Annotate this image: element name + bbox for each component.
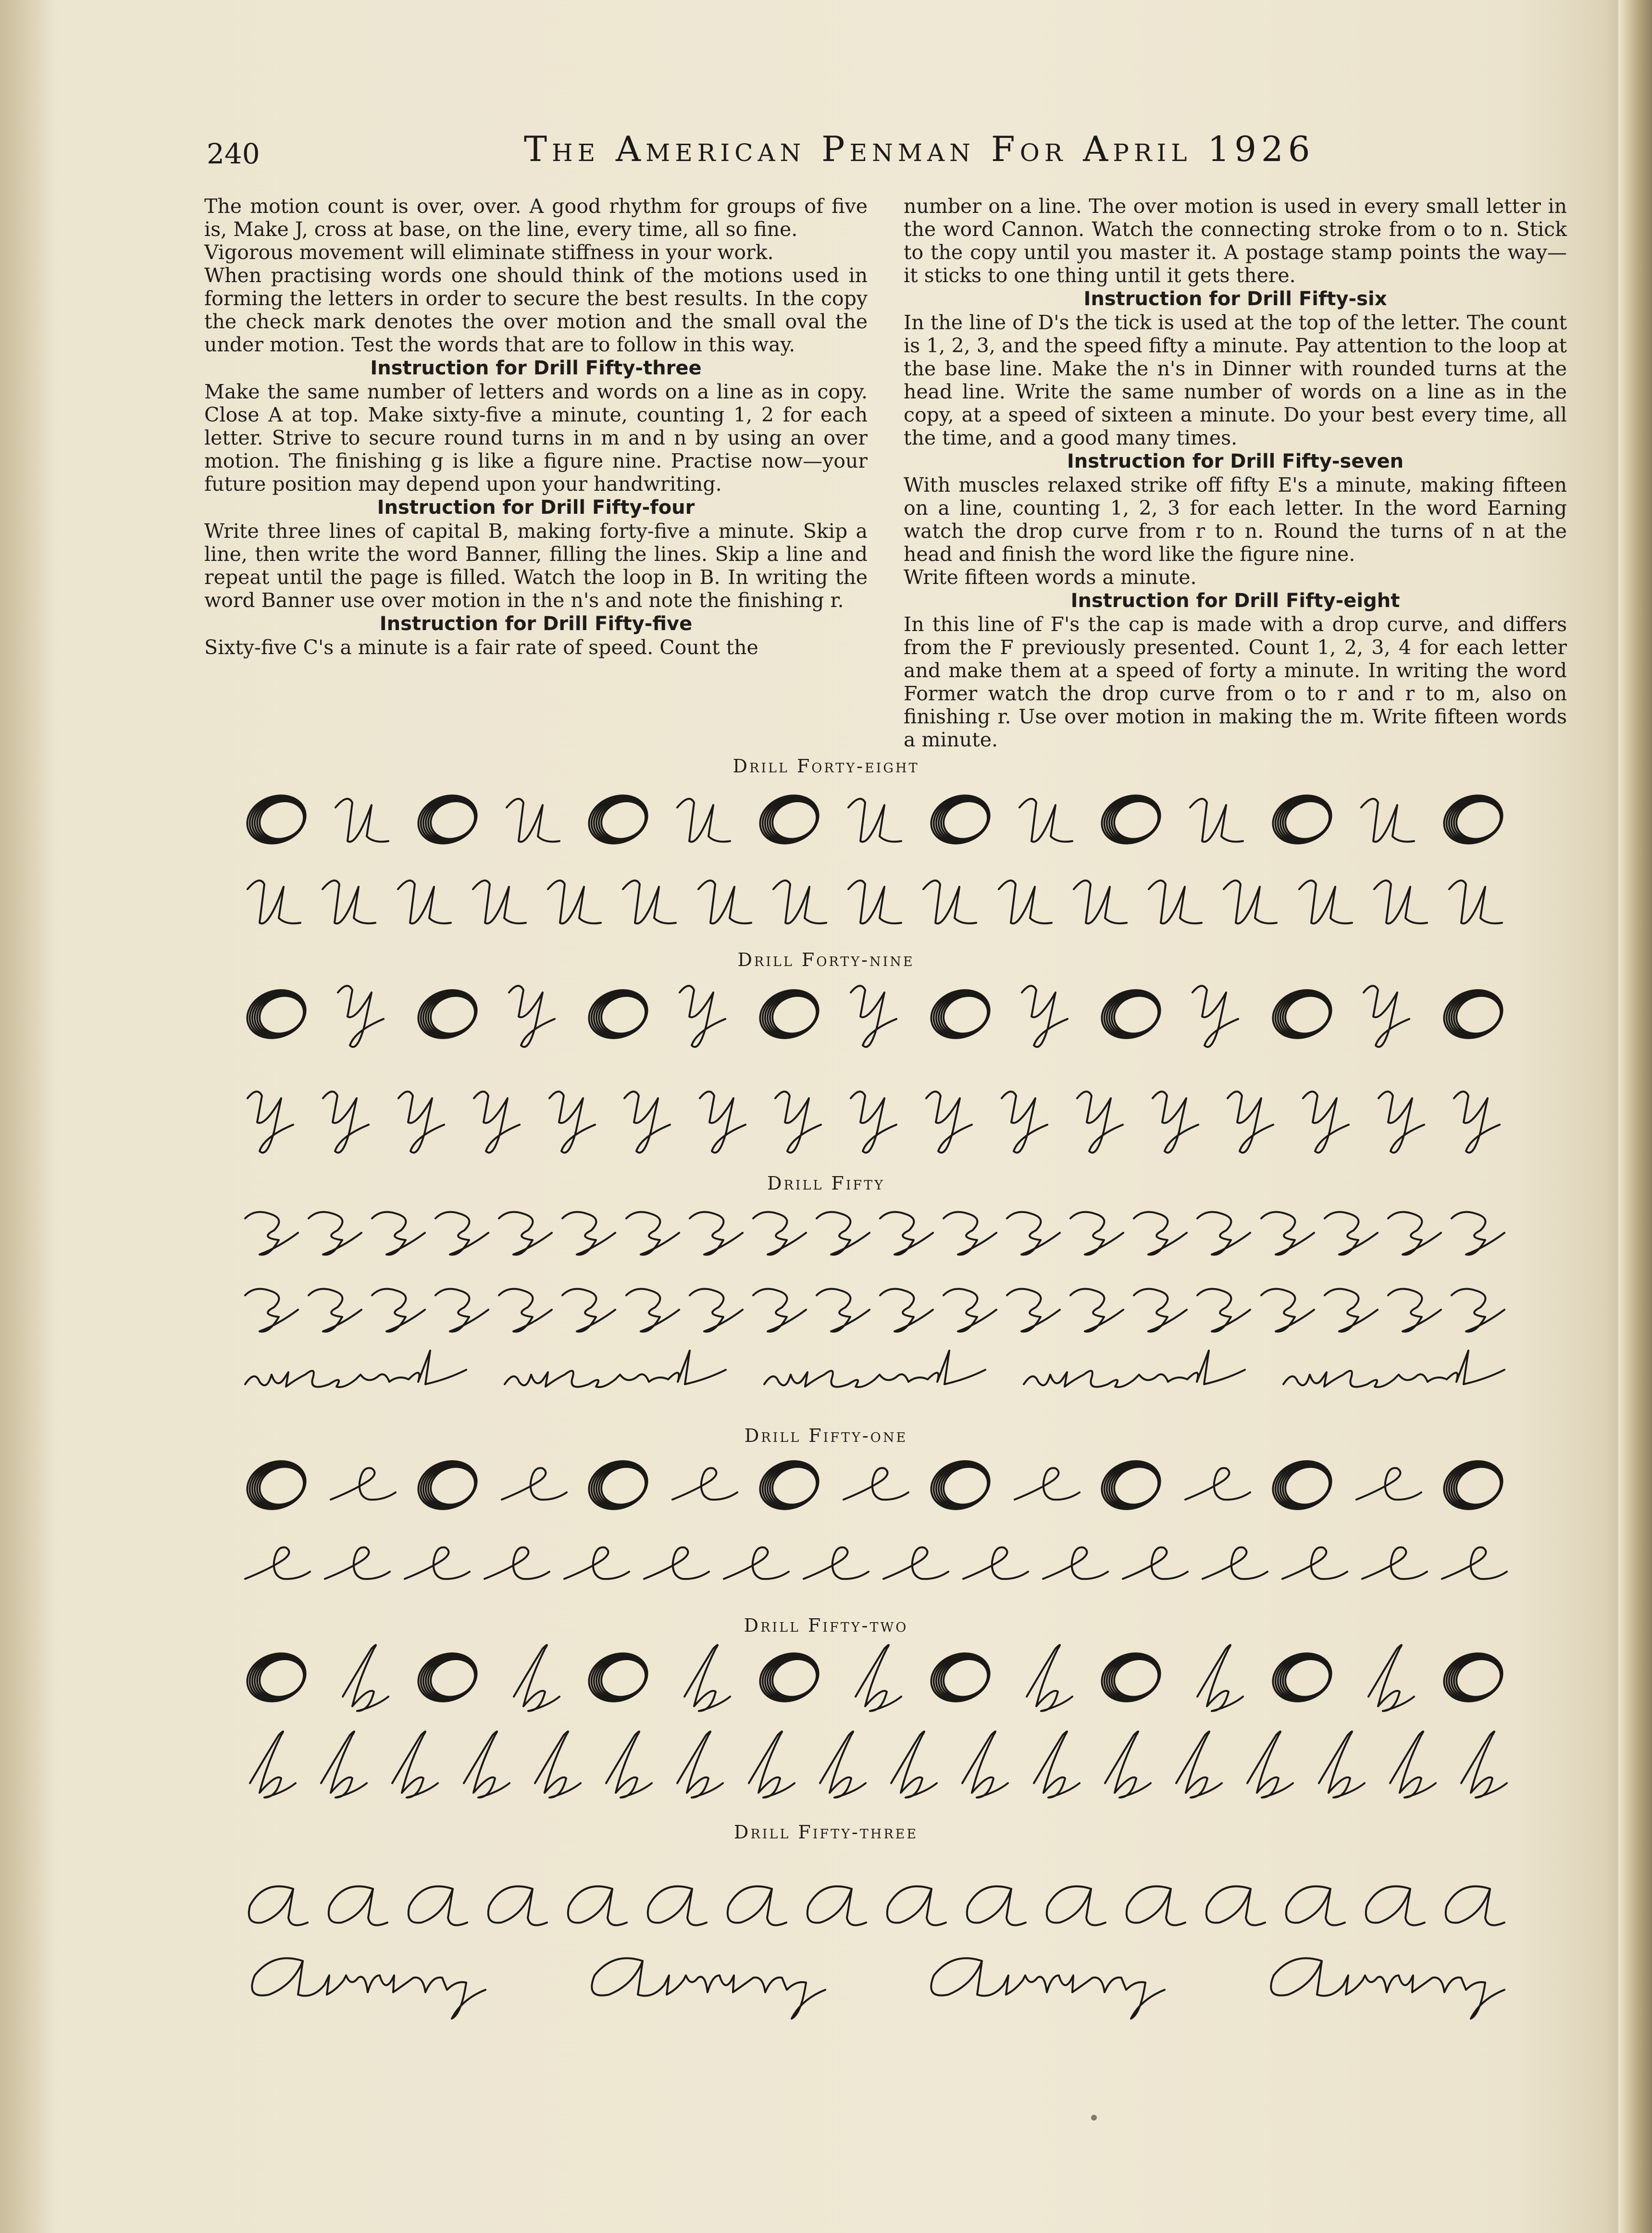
letter-e-glyph <box>639 1540 711 1588</box>
letter-z-glyph <box>1066 1204 1128 1262</box>
penmanship-row <box>240 865 1509 937</box>
letter-e-glyph <box>1357 1540 1429 1588</box>
letter-u-glyph <box>916 870 983 932</box>
letter-b-glyph <box>846 1639 904 1716</box>
letter-a-glyph <box>719 1877 791 1935</box>
letter-y-glyph <box>1185 973 1248 1055</box>
letter-z-glyph <box>558 1204 620 1262</box>
letter-e-glyph <box>958 1540 1031 1588</box>
letter-a-glyph <box>799 1877 871 1935</box>
oval-glyph <box>1095 1454 1167 1516</box>
penmanship-row <box>240 1725 1509 1802</box>
letter-u-glyph <box>499 788 567 851</box>
drill-title: Drill Forty-eight <box>733 756 919 777</box>
letter-u-glyph <box>1067 870 1134 932</box>
letter-y-glyph <box>1015 973 1077 1055</box>
letter-b-glyph <box>333 1639 391 1716</box>
letter-z-glyph <box>367 1204 430 1262</box>
letter-y-glyph <box>672 973 735 1055</box>
letter-y-glyph <box>542 1079 605 1161</box>
paragraph: Sixty-five C's a minute is a fair rate of speed. Count the <box>204 636 758 659</box>
penmanship-row <box>240 1346 1509 1399</box>
letter-b-glyph <box>1167 1725 1224 1802</box>
letter-y-glyph <box>768 1079 831 1161</box>
letter-e-glyph <box>480 1540 552 1588</box>
letter-e-glyph <box>400 1540 472 1588</box>
letter-e-glyph <box>1278 1540 1350 1588</box>
letter-u-glyph <box>240 870 308 932</box>
letter-z-glyph <box>1383 1281 1446 1339</box>
drill-title: Drill Forty-nine <box>737 949 915 970</box>
letter-e-glyph <box>320 1540 392 1588</box>
penmanship-row <box>240 1639 1509 1716</box>
letter-u-glyph <box>1354 788 1421 851</box>
oval-glyph <box>240 1454 312 1516</box>
letter-a-glyph <box>1357 1877 1429 1935</box>
letter-y-glyph <box>331 973 393 1055</box>
letter-z-glyph <box>875 1281 938 1339</box>
section-heading: Instruction for Drill Fifty-seven <box>1067 450 1404 472</box>
letter-b-glyph <box>1359 1639 1416 1716</box>
letter-u-glyph <box>1292 870 1359 932</box>
letter-u-glyph <box>541 870 608 932</box>
letter-z-glyph <box>304 1281 366 1339</box>
letter-u-glyph <box>328 788 396 851</box>
letter-z-glyph <box>240 1204 303 1262</box>
letter-b-glyph <box>739 1725 797 1802</box>
drill-title: Drill Fifty-one <box>744 1425 908 1446</box>
letter-y-glyph <box>919 1079 981 1161</box>
letter-z-glyph <box>494 1281 557 1339</box>
letter-e-glyph <box>1198 1540 1270 1588</box>
section-heading: Instruction for Drill Fifty-eight <box>1070 590 1400 612</box>
oval-glyph <box>240 983 312 1045</box>
letter-e-glyph <box>1180 1461 1253 1509</box>
page-number: 240 <box>207 137 260 170</box>
letter-z-glyph <box>558 1281 620 1339</box>
letter-y-glyph <box>316 1079 378 1161</box>
letter-u-glyph <box>992 870 1059 932</box>
word-wizard-glyph <box>759 1346 990 1399</box>
letter-z-glyph <box>1192 1281 1255 1339</box>
letter-a-glyph <box>958 1877 1031 1935</box>
right-text-column <box>904 195 1567 751</box>
letter-y-glyph <box>467 1079 529 1161</box>
letter-z-glyph <box>304 1204 366 1262</box>
penmanship-row <box>240 1451 1509 1519</box>
letter-z-glyph <box>812 1281 874 1339</box>
letter-a-glyph <box>480 1877 552 1935</box>
letter-b-glyph <box>675 1639 733 1716</box>
letter-z-glyph <box>1447 1204 1509 1262</box>
letter-e-glyph <box>668 1461 740 1509</box>
penmanship-row <box>240 976 1509 1053</box>
letter-a-glyph <box>1038 1877 1110 1935</box>
letter-b-glyph <box>1188 1639 1245 1716</box>
drill-title: Drill Fifty <box>767 1173 885 1194</box>
letter-b-glyph <box>311 1725 369 1802</box>
word-aiming-glyph <box>580 1947 830 2023</box>
letter-z-glyph <box>812 1204 874 1262</box>
paragraph: Vigorous movement will eliminate stiffness in your work. <box>204 241 774 264</box>
oval-glyph <box>1095 1646 1167 1709</box>
oval-glyph <box>753 1646 825 1709</box>
word-wizard-glyph <box>1019 1346 1250 1399</box>
letter-y-glyph <box>1356 973 1419 1055</box>
oval-glyph <box>1095 983 1167 1045</box>
letter-y-glyph <box>1296 1079 1358 1161</box>
letter-b-glyph <box>240 1725 298 1802</box>
letter-z-glyph <box>748 1281 811 1339</box>
penmanship-row <box>240 783 1509 856</box>
oval-glyph <box>753 788 825 851</box>
section-heading: Instruction for Drill Fifty-three <box>370 357 702 379</box>
letter-u-glyph <box>766 870 833 932</box>
letter-u-glyph <box>1217 870 1284 932</box>
penmanship-row <box>240 1077 1509 1163</box>
letter-z-glyph <box>431 1204 493 1262</box>
letter-u-glyph <box>1142 870 1209 932</box>
oval-glyph <box>240 788 312 851</box>
letter-z-glyph <box>621 1281 684 1339</box>
oval-glyph <box>411 788 484 851</box>
oval-glyph <box>1266 1646 1338 1709</box>
paragraph: Write fifteen words a minute. <box>904 566 1197 589</box>
letter-b-glyph <box>810 1725 868 1802</box>
letter-z-glyph <box>685 1281 747 1339</box>
letter-z-glyph <box>1066 1281 1128 1339</box>
oval-glyph <box>411 1646 484 1709</box>
letter-b-glyph <box>1309 1725 1367 1802</box>
penmanship-row <box>240 1278 1509 1341</box>
left-text-column <box>204 195 868 659</box>
oval-glyph <box>240 1646 312 1709</box>
letter-z-glyph <box>1129 1204 1192 1262</box>
letter-z-glyph <box>939 1204 1001 1262</box>
letter-y-glyph <box>844 1079 906 1161</box>
letter-u-glyph <box>616 870 683 932</box>
ink-speck <box>1091 2115 1097 2121</box>
letter-e-glyph <box>1437 1540 1509 1588</box>
paragraph: The motion count is over, over. A good rhythm for groups of five is, Make J, cross at base, on the line, every time, all so fine. <box>204 195 868 241</box>
paragraph: number on a line. The over motion is used in every small letter in the word Cannon. Watch the connecting stroke from o to n. Stick to the copy until you master it. A postage stamp points the way—it sticks to one thing until it gets there. <box>904 195 1567 287</box>
oval-glyph <box>1437 983 1509 1045</box>
paragraph: Write three lines of capital B, making forty-five a minute. Skip a line, then write the word Banner, filling the lines. Skip a line and repeat until the page is filled. Watch the loop in B. In writing the word Banner use over motion in the n's and note the finishing r. <box>204 520 868 612</box>
letter-y-glyph <box>240 1079 303 1161</box>
letter-u-glyph <box>1012 788 1080 851</box>
letter-z-glyph <box>1256 1281 1319 1339</box>
drill-title: Drill Fifty-three <box>733 1822 919 1843</box>
letter-u-glyph <box>670 788 737 851</box>
letter-b-glyph <box>1238 1725 1295 1802</box>
oval-glyph <box>753 1454 825 1516</box>
letter-e-glyph <box>799 1540 871 1588</box>
page-binding-shadow <box>1618 0 1652 2233</box>
letter-b-glyph <box>1024 1725 1082 1802</box>
oval-glyph <box>1437 788 1509 851</box>
oval-glyph <box>582 983 654 1045</box>
letter-z-glyph <box>1129 1281 1192 1339</box>
letter-u-glyph <box>691 870 758 932</box>
letter-z-glyph <box>1383 1204 1446 1262</box>
paragraph: Make the same number of letters and words on a line as in copy. Close A at top. Make sixty-five a minute, counting 1, 2 for each letter. Strive to secure round turns in m and n by using an over motion. The finishing g is like a figure nine. Practise now—your future position may depend upon your handwriting. <box>204 380 868 496</box>
letter-y-glyph <box>1220 1079 1283 1161</box>
oval-glyph <box>1266 983 1338 1045</box>
letter-u-glyph <box>1442 870 1509 932</box>
letter-u-glyph <box>466 870 533 932</box>
letter-y-glyph <box>617 1079 680 1161</box>
letter-z-glyph <box>685 1204 747 1262</box>
section-heading: Instruction for Drill Fifty-four <box>377 496 695 519</box>
paragraph: When practising words one should think of the motions used in forming the letters in order to secure the best results. In the copy the check mark denotes the over motion and the small oval the under motion. Test the words that are to follow in this way. <box>204 264 868 356</box>
letter-b-glyph <box>504 1639 562 1716</box>
letter-a-glyph <box>639 1877 711 1935</box>
letter-u-glyph <box>315 870 383 932</box>
letter-y-glyph <box>1447 1079 1509 1161</box>
oval-glyph <box>411 983 484 1045</box>
letter-u-glyph <box>1367 870 1434 932</box>
letter-b-glyph <box>953 1725 1010 1802</box>
oval-glyph <box>753 983 825 1045</box>
letter-e-glyph <box>879 1540 951 1588</box>
penmanship-row <box>240 1538 1509 1591</box>
letter-a-glyph <box>879 1877 951 1935</box>
section-heading: Instruction for Drill Fifty-six <box>1083 288 1387 310</box>
letter-y-glyph <box>391 1079 454 1161</box>
word-wizard-glyph <box>240 1346 471 1399</box>
letter-b-glyph <box>454 1725 512 1802</box>
letter-a-glyph <box>240 1877 312 1935</box>
letter-e-glyph <box>497 1461 569 1509</box>
letter-z-glyph <box>240 1281 303 1339</box>
letter-z-glyph <box>1002 1204 1065 1262</box>
oval-glyph <box>924 788 996 851</box>
running-head <box>207 129 1504 182</box>
paragraph: In this line of F's the cap is made with a drop curve, and differs from the F previously presented. Count 1, 2, 3, 4 for each letter and make them at a speed of forty a minute. In writing the word Former watch the drop curve from o to r and r to m, also on finishing r. Use over motion in making the m. Write fifteen words a minute. <box>904 613 1567 751</box>
drill-title: Drill Fifty-two <box>744 1615 908 1636</box>
letter-u-glyph <box>391 870 458 932</box>
penmanship-row <box>240 1202 1509 1264</box>
letter-z-glyph <box>494 1204 557 1262</box>
letter-z-glyph <box>1447 1281 1509 1339</box>
paragraph: With muscles relaxed strike off fifty E's a minute, making fifteen on a line, counting 1, 2, 3 for each letter. In the word Earning watch the drop curve from r to n. Round the turns of n at the head and finish the word like the figure nine. <box>904 473 1567 566</box>
letter-b-glyph <box>1017 1639 1075 1716</box>
letter-z-glyph <box>621 1204 684 1262</box>
word-wizard-glyph <box>1279 1346 1509 1399</box>
oval-glyph <box>582 1646 654 1709</box>
word-wizard-glyph <box>500 1346 731 1399</box>
letter-y-glyph <box>844 973 906 1055</box>
letter-b-glyph <box>596 1725 654 1802</box>
letter-z-glyph <box>1256 1204 1319 1262</box>
letter-a-glyph <box>559 1877 632 1935</box>
oval-glyph <box>1095 788 1167 851</box>
oval-glyph <box>1266 788 1338 851</box>
oval-glyph <box>582 1454 654 1516</box>
letter-u-glyph <box>841 870 908 932</box>
oval-glyph <box>411 1454 484 1516</box>
letter-a-glyph <box>1278 1877 1350 1935</box>
letter-z-glyph <box>1192 1204 1255 1262</box>
oval-glyph <box>1437 1646 1509 1709</box>
letter-b-glyph <box>1452 1725 1509 1802</box>
journal-title: The American Penman For April 1926 <box>524 129 1315 169</box>
page-left-edge <box>0 0 53 2233</box>
oval-glyph <box>582 788 654 851</box>
oval-glyph <box>924 1646 996 1709</box>
letter-z-glyph <box>1002 1281 1065 1339</box>
letter-a-glyph <box>1437 1877 1509 1935</box>
letter-a-glyph <box>1118 1877 1190 1935</box>
letter-e-glyph <box>1038 1540 1110 1588</box>
letter-e-glyph <box>719 1540 791 1588</box>
letter-e-glyph <box>1010 1461 1082 1509</box>
letter-u-glyph <box>1183 788 1250 851</box>
letter-z-glyph <box>875 1204 938 1262</box>
letter-z-glyph <box>1320 1204 1382 1262</box>
penmanship-row <box>240 1947 1509 2023</box>
letter-b-glyph <box>1095 1725 1153 1802</box>
word-aiming-glyph <box>240 1947 490 2023</box>
word-aiming-glyph <box>919 1947 1169 2023</box>
letter-y-glyph <box>994 1079 1057 1161</box>
word-aiming-glyph <box>1259 1947 1509 2023</box>
letter-e-glyph <box>839 1461 911 1509</box>
oval-glyph <box>924 983 996 1045</box>
letter-a-glyph <box>400 1877 472 1935</box>
letter-y-glyph <box>1070 1079 1132 1161</box>
letter-z-glyph <box>431 1281 493 1339</box>
letter-b-glyph <box>1380 1725 1438 1802</box>
letter-z-glyph <box>1320 1281 1382 1339</box>
letter-a-glyph <box>1198 1877 1270 1935</box>
letter-e-glyph <box>240 1540 312 1588</box>
oval-glyph <box>1266 1454 1338 1516</box>
letter-y-glyph <box>1145 1079 1208 1161</box>
letter-a-glyph <box>320 1877 392 1935</box>
letter-b-glyph <box>668 1725 725 1802</box>
letter-y-glyph <box>1371 1079 1434 1161</box>
letter-z-glyph <box>939 1281 1001 1339</box>
letter-u-glyph <box>841 788 908 851</box>
letter-b-glyph <box>383 1725 440 1802</box>
paragraph: In the line of D's the tick is used at the top of the letter. The count is 1, 2, 3, and the speed fifty a minute. Pay attention to the loop at the base line. Make the n's in Dinner with rounded turns at the head line. Write the same number of words on a line as in the copy, at a speed of sixteen a minute. Do your best every time, all the time, and a good many times. <box>904 311 1567 449</box>
letter-e-glyph <box>559 1540 632 1588</box>
letter-z-glyph <box>748 1204 811 1262</box>
letter-e-glyph <box>1118 1540 1190 1588</box>
section-heading: Instruction for Drill Fifty-five <box>379 613 693 635</box>
letter-z-glyph <box>367 1281 430 1339</box>
letter-b-glyph <box>525 1725 583 1802</box>
letter-e-glyph <box>1352 1461 1424 1509</box>
penmanship-row <box>240 1874 1509 1937</box>
letter-y-glyph <box>502 973 564 1055</box>
letter-e-glyph <box>326 1461 398 1509</box>
oval-glyph <box>1437 1454 1509 1516</box>
oval-glyph <box>924 1454 996 1516</box>
letter-y-glyph <box>693 1079 755 1161</box>
letter-b-glyph <box>882 1725 939 1802</box>
